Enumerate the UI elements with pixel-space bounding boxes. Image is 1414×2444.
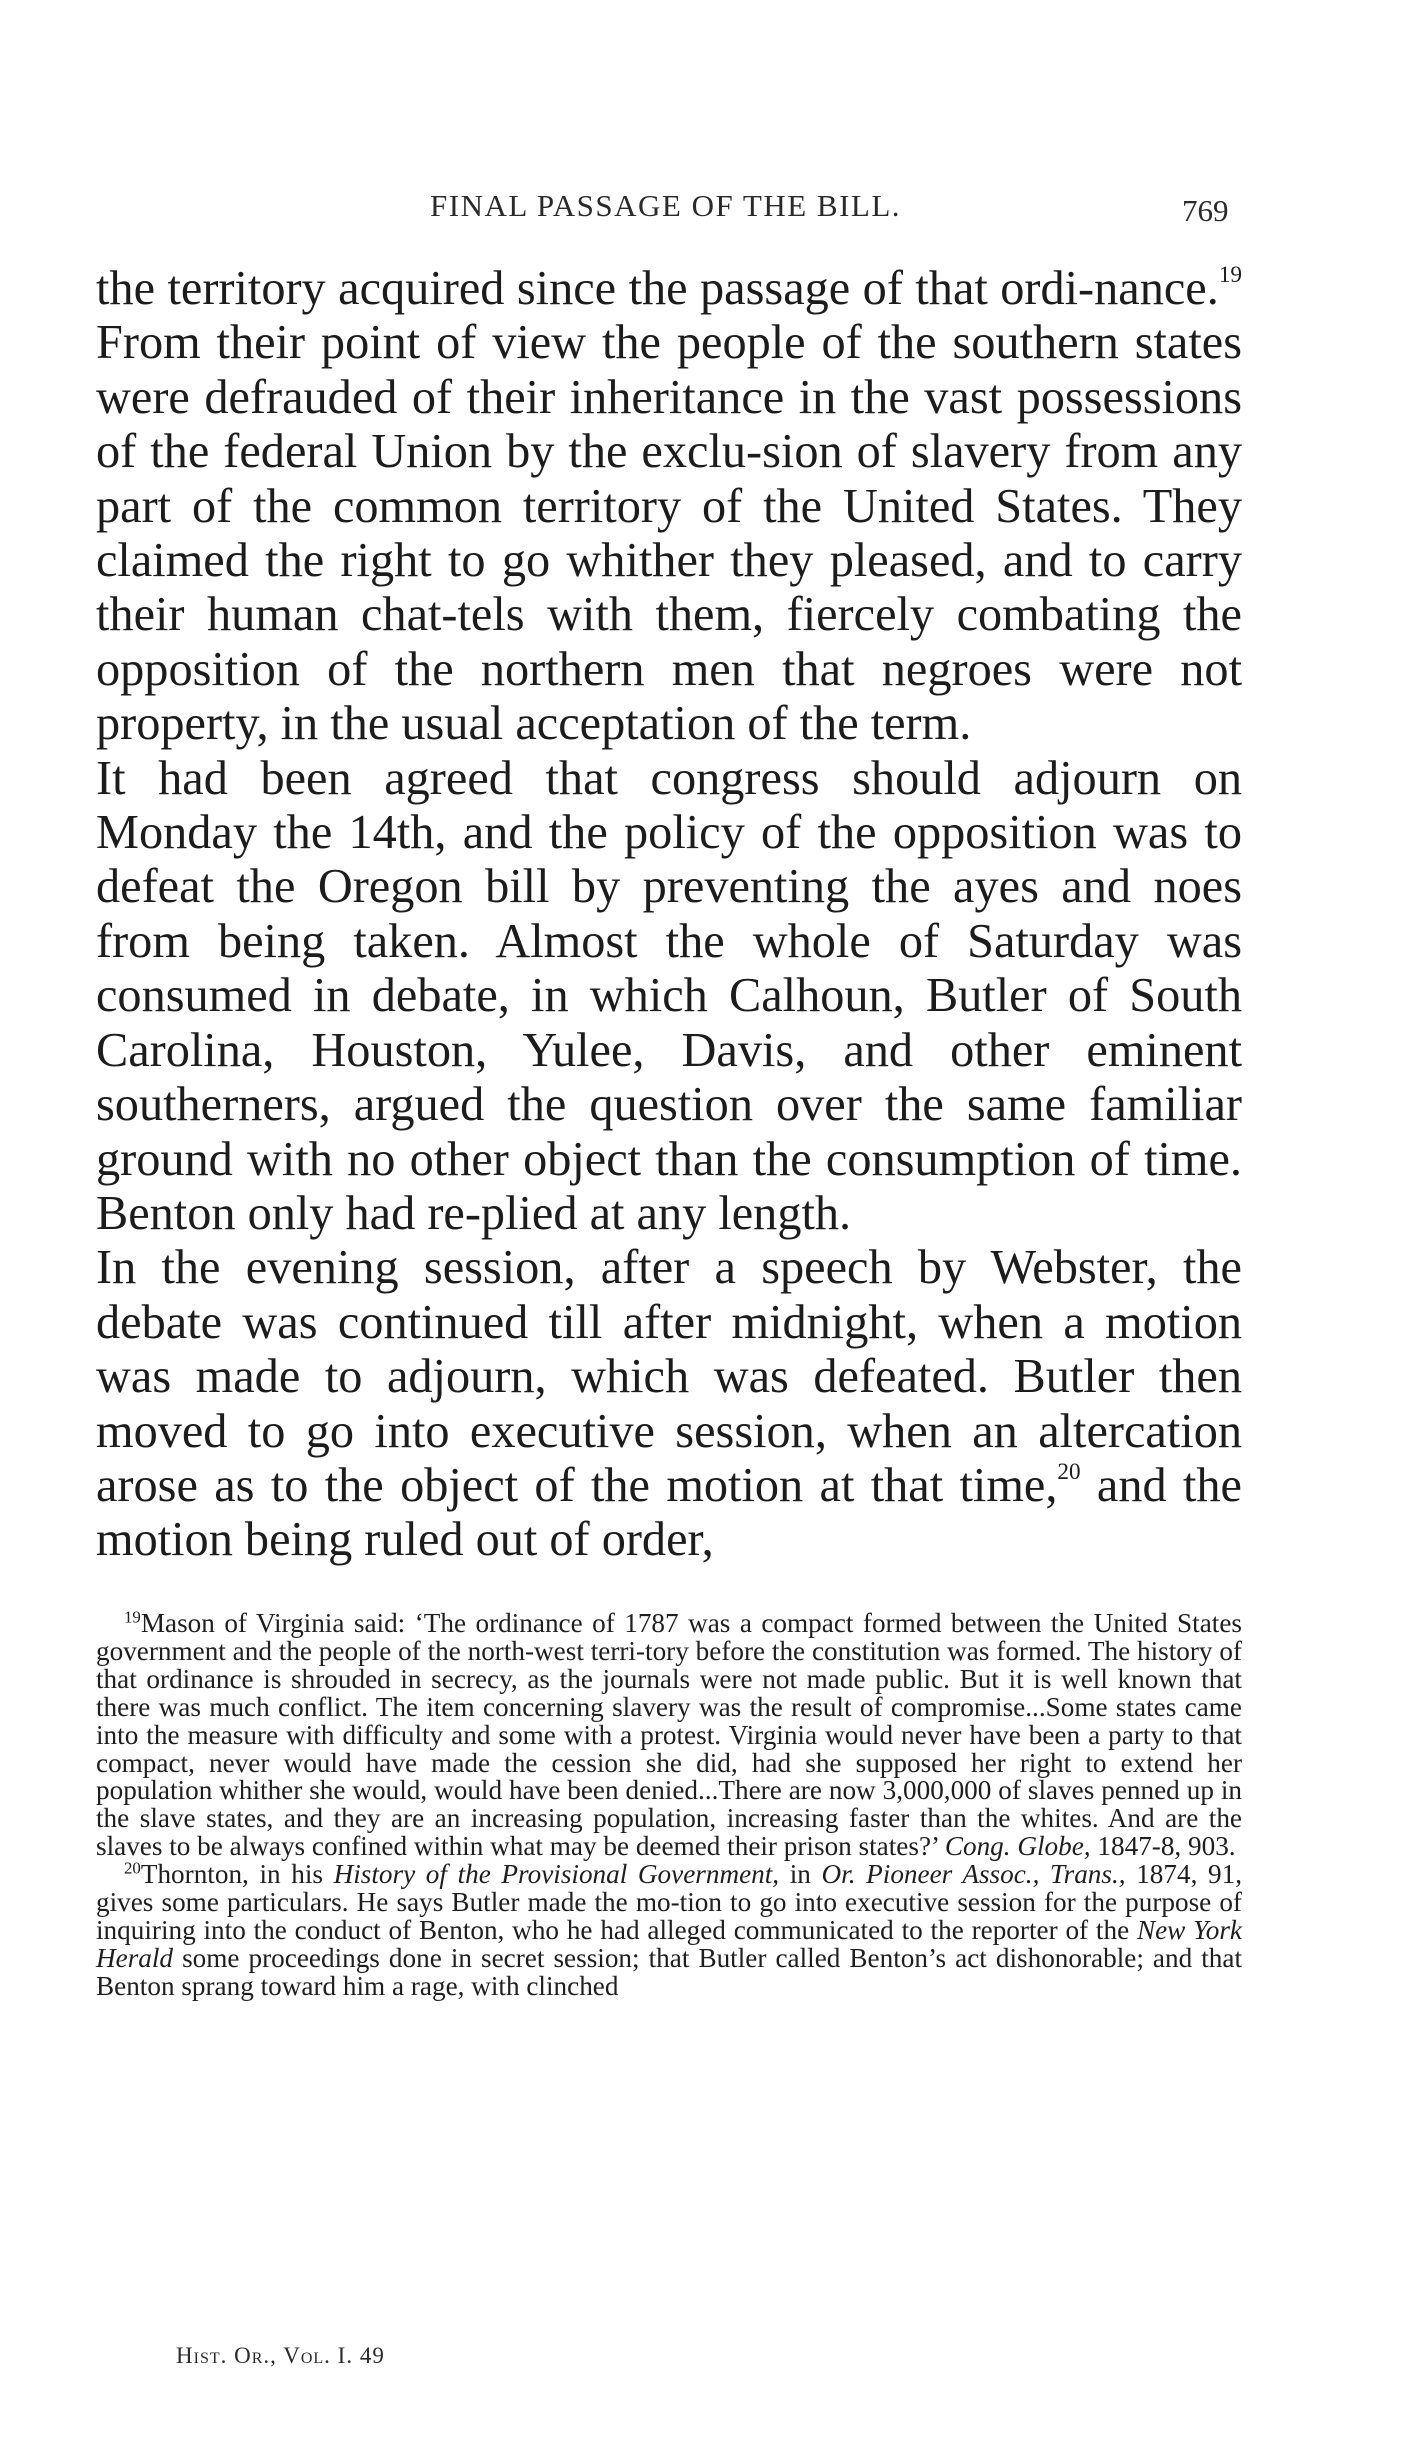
paragraph-1 <box>96 262 1242 752</box>
footnotes <box>96 1607 1242 2001</box>
footnote-20-journal-title: Or. Pioneer Assoc., Trans., <box>821 1859 1126 1890</box>
page-number: 769 <box>1182 193 1229 228</box>
paragraph-3-text-a: In the evening session, after a speech by Webster, the debate was continued till after midnight, when a motion was made to adjourn, which was defeated. Butler then moved to go into executive session, when an altercation arose as to the object of the motion at that time, <box>96 1241 1242 1512</box>
paragraph-2: It had been agreed that congress should adjourn on Monday the 14th, and the policy of the opposition was to defeat the Oregon bill by preventing the ayes and noes from being taken. Almost the whole of Saturday was consumed in debate, in which Calhoun, Butler of South Carolina, Houston, Yulee, Davis, and other eminent southerners, argued the question over the same familiar ground with no other object than the consumption of time. Benton only had re-plied at any length. <box>96 751 1242 1240</box>
signature-line: Hist. Or., Vol. I. 49 <box>176 2343 385 2368</box>
main-text <box>96 262 1242 1568</box>
footnote-20 <box>96 1858 1242 2001</box>
footnote-20-text-d: some proceedings done in secret session; that Butler called Benton’s act dishonorable; and that Benton sprang toward him a rage, with clinched <box>96 1942 1242 2001</box>
footnote-19-citation-title: Cong. Globe, <box>944 1831 1091 1862</box>
paragraph-3 <box>96 1241 1242 1567</box>
footnote-20-text-c: 1874, 91, gives some particulars. He says Butler made the mo-tion to go into executive session for the purpose of inquiring into the conduct of Benton, who he had alleged communicated to the reporter of the <box>96 1859 1242 1945</box>
footnote-ref-20: 20 <box>1057 1458 1081 1485</box>
footnote-20-book-title: History of the Provisional Government, <box>333 1859 780 1890</box>
footnote-ref-19: 19 <box>1218 261 1242 288</box>
footnote-20-newspaper-title: New York Herald <box>96 1914 1242 1973</box>
footnote-19-citation-rest: 1847-8, 903. <box>1090 1831 1236 1862</box>
footnote-19-text: Mason of Virginia said: ‘The ordinance of 1787 was a compact formed between the United States government and the people of the north-west terri-tory before the constitution was formed. The history of that ordinance is shrouded in secrecy, as the journals were not made public. But it is well known that there was much conflict. The item concerning slavery was the result of compromise...Some states came into the measure with difficulty and some with a protest. Virginia would never have been a party to that compact, never would have made the cession she did, had she supposed her right to extend her population whither she would, would have been denied...There are now 3,000,000 of slaves penned up in the slave states, and they are an increasing population, increasing faster than the whites. And are the slaves to be always confined within what may be deemed their prison states?’ <box>96 1608 1242 1862</box>
footnote-20-text-b: in <box>779 1859 822 1890</box>
paragraph-1-text-b: From their point of view the people of the southern states were defrauded of their inheritance in the vast possessions of the federal Union by the exclu-sion of slavery from any part of the common territory of the United States. They claimed the right to go whither they pleased, and to carry their human chat-tels with them, fiercely combating the opposition of the northern men that negroes were not property, in the usual acceptation of the term. <box>96 316 1242 751</box>
paragraph-3-text-b: and the motion being ruled out of order, <box>96 1458 1242 1567</box>
footnote-20-mark: 20 <box>124 1858 141 1878</box>
running-head-title: FINAL PASSAGE OF THE BILL. <box>430 188 902 223</box>
footnote-19-mark: 19 <box>124 1607 141 1627</box>
footnote-19 <box>96 1607 1242 1862</box>
footnote-20-text-a: Thornton, in his <box>140 1859 334 1890</box>
paragraph-1-text-a: the territory acquired since the passage of that ordi-nance. <box>96 262 1219 315</box>
